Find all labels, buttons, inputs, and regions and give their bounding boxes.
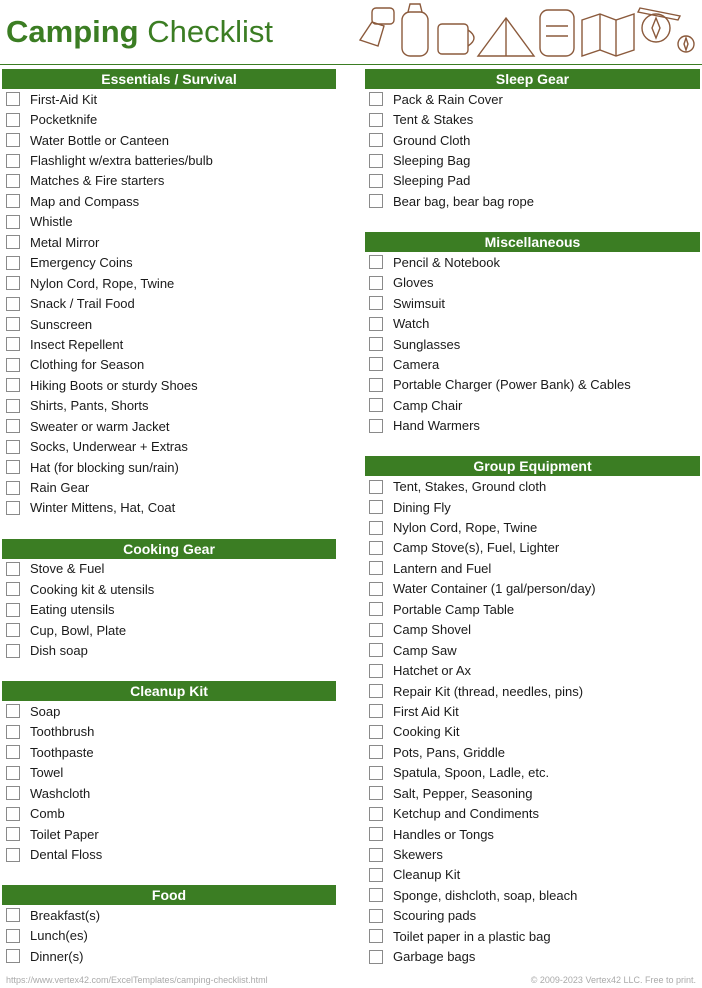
checklist-item[interactable]: Pencil & Notebook bbox=[365, 252, 700, 272]
checklist-item[interactable]: Towel bbox=[2, 763, 336, 783]
checkbox[interactable] bbox=[369, 419, 383, 433]
checkbox[interactable] bbox=[6, 92, 20, 106]
checklist-item[interactable]: Toothpaste bbox=[2, 742, 336, 762]
section-misc bbox=[365, 232, 700, 436]
checkbox[interactable] bbox=[369, 133, 383, 147]
checklist-item[interactable]: Pots, Pans, Griddle bbox=[365, 742, 700, 762]
checklist-item[interactable]: Gloves bbox=[365, 273, 700, 293]
checkbox[interactable] bbox=[6, 623, 20, 637]
checkbox[interactable] bbox=[369, 807, 383, 821]
checklist-item[interactable]: Eating utensils bbox=[2, 600, 336, 620]
checklist-item[interactable]: Matches & Fire starters bbox=[2, 171, 336, 191]
checkbox[interactable] bbox=[6, 725, 20, 739]
spacer bbox=[365, 212, 700, 232]
checkbox[interactable] bbox=[369, 521, 383, 535]
checklist-item[interactable]: Snack / Trail Food bbox=[2, 293, 336, 313]
checkbox[interactable] bbox=[6, 827, 20, 841]
checkbox[interactable] bbox=[6, 848, 20, 862]
checkbox[interactable] bbox=[6, 399, 20, 413]
checklist-item[interactable]: Tent & Stakes bbox=[365, 109, 700, 129]
checkbox[interactable] bbox=[369, 276, 383, 290]
checklist-item[interactable]: Water Container (1 gal/person/day) bbox=[365, 579, 700, 599]
checkbox[interactable] bbox=[6, 603, 20, 617]
footer-copyright: © 2009-2023 Vertex42 LLC. Free to print. bbox=[530, 975, 696, 985]
section-heading: Group Equipment bbox=[365, 456, 700, 476]
checklist-item[interactable]: Soap bbox=[2, 701, 336, 721]
checkbox[interactable] bbox=[6, 133, 20, 147]
checklist-item[interactable]: Salt, Pepper, Seasoning bbox=[365, 783, 700, 803]
checklist-item[interactable]: Scouring pads bbox=[365, 906, 700, 926]
checkbox[interactable] bbox=[369, 296, 383, 310]
checkbox[interactable] bbox=[6, 704, 20, 718]
checkbox[interactable] bbox=[369, 725, 383, 739]
checkbox[interactable] bbox=[369, 92, 383, 106]
checklist-item[interactable]: Nylon Cord, Rope, Twine bbox=[2, 273, 336, 293]
checklist-item[interactable]: Dish soap bbox=[2, 640, 336, 660]
checkbox[interactable] bbox=[6, 215, 20, 229]
checklist-item[interactable]: Metal Mirror bbox=[2, 232, 336, 252]
checklist-item[interactable]: Camp Shovel bbox=[365, 620, 700, 640]
checkbox[interactable] bbox=[6, 929, 20, 943]
checkbox[interactable] bbox=[369, 357, 383, 371]
checklist-item[interactable]: Swimsuit bbox=[365, 293, 700, 313]
checklist-item[interactable]: First-Aid Kit bbox=[2, 89, 336, 109]
checklist-item[interactable]: Hiking Boots or sturdy Shoes bbox=[2, 375, 336, 395]
checkbox[interactable] bbox=[6, 766, 20, 780]
checkbox[interactable] bbox=[6, 276, 20, 290]
checklist-item[interactable]: Lantern and Fuel bbox=[365, 558, 700, 578]
checklist-item[interactable]: Spatula, Spoon, Ladle, etc. bbox=[365, 763, 700, 783]
checkbox[interactable] bbox=[6, 644, 20, 658]
camping-gear-illustration bbox=[350, 0, 702, 66]
checklist-item[interactable]: Camera bbox=[365, 354, 700, 374]
section-cleanup bbox=[2, 681, 336, 865]
checkbox[interactable] bbox=[369, 827, 383, 841]
checklist-item[interactable]: Sponge, dishcloth, soap, bleach bbox=[365, 885, 700, 905]
section-essentials bbox=[2, 69, 336, 518]
checklist-item[interactable]: Whistle bbox=[2, 212, 336, 232]
checkbox[interactable] bbox=[6, 194, 20, 208]
checklist-item[interactable]: Dining Fly bbox=[365, 497, 700, 517]
checkbox[interactable] bbox=[369, 929, 383, 943]
checkbox[interactable] bbox=[369, 480, 383, 494]
checkbox[interactable] bbox=[369, 950, 383, 964]
checklist-item[interactable]: Sunscreen bbox=[2, 314, 336, 334]
checklist-item[interactable]: Shirts, Pants, Shorts bbox=[2, 396, 336, 416]
checklist-item[interactable]: Socks, Underwear + Extras bbox=[2, 436, 336, 456]
checkbox[interactable] bbox=[6, 908, 20, 922]
page-title: Camping Checklist bbox=[6, 14, 273, 49]
section-sleep bbox=[365, 69, 700, 212]
checkbox[interactable] bbox=[6, 501, 20, 515]
checkbox[interactable] bbox=[369, 113, 383, 127]
section-heading: Food bbox=[2, 885, 336, 905]
checklist-item[interactable]: Cooking kit & utensils bbox=[2, 579, 336, 599]
checklist-item[interactable]: Tent, Stakes, Ground cloth bbox=[365, 476, 700, 496]
checklist-item[interactable]: Ground Cloth bbox=[365, 130, 700, 150]
checkbox[interactable] bbox=[6, 807, 20, 821]
checkbox[interactable] bbox=[6, 297, 20, 311]
checklist-item[interactable]: Hand Warmers bbox=[365, 416, 700, 436]
checkbox[interactable] bbox=[369, 745, 383, 759]
footer-url[interactable]: https://www.vertex42.com/ExcelTemplates/camping-checklist.html bbox=[6, 975, 268, 985]
checklist-item[interactable]: Repair Kit (thread, needles, pins) bbox=[365, 681, 700, 701]
checklist-item[interactable]: Dental Floss bbox=[2, 844, 336, 864]
checklist-item[interactable]: Map and Compass bbox=[2, 191, 336, 211]
checkbox[interactable] bbox=[6, 949, 20, 963]
checkbox[interactable] bbox=[369, 500, 383, 514]
checklist-item[interactable]: Rain Gear bbox=[2, 477, 336, 497]
checkbox[interactable] bbox=[6, 358, 20, 372]
checkbox[interactable] bbox=[369, 623, 383, 637]
checkbox[interactable] bbox=[369, 602, 383, 616]
checkbox[interactable] bbox=[6, 235, 20, 249]
checkbox[interactable] bbox=[369, 398, 383, 412]
section-group-equipment bbox=[365, 456, 700, 967]
checklist-item[interactable]: Nylon Cord, Rope, Twine bbox=[365, 517, 700, 537]
checkbox[interactable] bbox=[6, 174, 20, 188]
checkbox[interactable] bbox=[369, 378, 383, 392]
checklist-item[interactable]: Sleeping Pad bbox=[365, 171, 700, 191]
checklist-item[interactable]: Winter Mittens, Hat, Coat bbox=[2, 498, 336, 518]
checklist-item[interactable]: Comb bbox=[2, 803, 336, 823]
checkbox[interactable] bbox=[369, 561, 383, 575]
checkbox[interactable] bbox=[6, 440, 20, 454]
checkbox[interactable] bbox=[369, 541, 383, 555]
checkbox[interactable] bbox=[369, 154, 383, 168]
checklist-item[interactable]: Sunglasses bbox=[365, 334, 700, 354]
checklist-item[interactable]: Toothbrush bbox=[2, 722, 336, 742]
checklist-item[interactable]: Emergency Coins bbox=[2, 253, 336, 273]
checkbox[interactable] bbox=[369, 194, 383, 208]
checkbox[interactable] bbox=[369, 786, 383, 800]
checklist-item[interactable]: Camp Saw bbox=[365, 640, 700, 660]
checkbox[interactable] bbox=[369, 909, 383, 923]
section-heading: Sleep Gear bbox=[365, 69, 700, 89]
checkbox[interactable] bbox=[369, 317, 383, 331]
checklist-item[interactable]: Garbage bags bbox=[365, 947, 700, 967]
checkbox[interactable] bbox=[369, 868, 383, 882]
checklist-item[interactable]: Water Bottle or Canteen bbox=[2, 130, 336, 150]
checklist-item[interactable]: First Aid Kit bbox=[365, 701, 700, 721]
checkbox[interactable] bbox=[6, 582, 20, 596]
checklist-item[interactable]: Sweater or warm Jacket bbox=[2, 416, 336, 436]
checklist-item[interactable]: Portable Camp Table bbox=[365, 599, 700, 619]
checklist-item[interactable]: Camp Chair bbox=[365, 395, 700, 415]
section-heading: Essentials / Survival bbox=[2, 69, 336, 89]
checkbox[interactable] bbox=[6, 745, 20, 759]
checkbox[interactable] bbox=[6, 562, 20, 576]
checklist-item[interactable]: Flashlight w/extra batteries/bulb bbox=[2, 150, 336, 170]
checklist-item[interactable]: Bear bag, bear bag rope bbox=[365, 191, 700, 211]
spacer bbox=[365, 436, 700, 456]
checkbox[interactable] bbox=[369, 255, 383, 269]
checkbox[interactable] bbox=[6, 378, 20, 392]
checklist-item[interactable]: Breakfast(s) bbox=[2, 905, 336, 925]
checklist-item[interactable]: Pack & Rain Cover bbox=[365, 89, 700, 109]
checkbox[interactable] bbox=[369, 888, 383, 902]
checklist-item[interactable]: Stove & Fuel bbox=[2, 559, 336, 579]
checklist-item[interactable]: Watch bbox=[365, 313, 700, 333]
checkbox[interactable] bbox=[369, 664, 383, 678]
checklist-item[interactable]: Skewers bbox=[365, 844, 700, 864]
checkbox[interactable] bbox=[369, 582, 383, 596]
checklist-item[interactable]: Portable Charger (Power Bank) & Cables bbox=[365, 375, 700, 395]
section-heading: Cooking Gear bbox=[2, 539, 336, 559]
title-divider bbox=[0, 64, 702, 65]
checkbox[interactable] bbox=[369, 684, 383, 698]
right-column bbox=[365, 69, 700, 967]
section-food bbox=[2, 885, 336, 966]
checklist-item[interactable]: Ketchup and Condiments bbox=[365, 803, 700, 823]
section-heading: Miscellaneous bbox=[365, 232, 700, 252]
checkbox[interactable] bbox=[6, 460, 20, 474]
checklist-item[interactable]: Hat (for blocking sun/rain) bbox=[2, 457, 336, 477]
checklist-item[interactable]: Cleanup Kit bbox=[365, 865, 700, 885]
checklist-item[interactable]: Lunch(es) bbox=[2, 926, 336, 946]
checklist-item[interactable]: Cup, Bowl, Plate bbox=[2, 620, 336, 640]
checklist-item[interactable]: Cooking Kit bbox=[365, 722, 700, 742]
checklist-item[interactable]: Toilet Paper bbox=[2, 824, 336, 844]
checklist-item[interactable]: Washcloth bbox=[2, 783, 336, 803]
checkbox[interactable] bbox=[369, 766, 383, 780]
checklist-item[interactable]: Insect Repellent bbox=[2, 334, 336, 354]
checkbox[interactable] bbox=[369, 643, 383, 657]
left-column bbox=[2, 69, 336, 967]
section-cooking bbox=[2, 539, 336, 661]
checklist-item[interactable]: Sleeping Bag bbox=[365, 150, 700, 170]
checklist-item[interactable]: Dinner(s) bbox=[2, 946, 336, 966]
checkbox[interactable] bbox=[6, 419, 20, 433]
checklist-item[interactable]: Camp Stove(s), Fuel, Lighter bbox=[365, 538, 700, 558]
checklist-item[interactable]: Hatchet or Ax bbox=[365, 660, 700, 680]
checkbox[interactable] bbox=[369, 704, 383, 718]
checklist-item[interactable]: Pocketknife bbox=[2, 109, 336, 129]
checklist-item[interactable]: Handles or Tongs bbox=[365, 824, 700, 844]
checkbox[interactable] bbox=[6, 337, 20, 351]
checkbox[interactable] bbox=[369, 337, 383, 351]
checkbox[interactable] bbox=[6, 154, 20, 168]
checklist-item[interactable]: Toilet paper in a plastic bag bbox=[365, 926, 700, 946]
checkbox[interactable] bbox=[369, 848, 383, 862]
spacer bbox=[2, 865, 336, 885]
checkbox[interactable] bbox=[6, 786, 20, 800]
checkbox[interactable] bbox=[6, 113, 20, 127]
checklist-item[interactable]: Clothing for Season bbox=[2, 355, 336, 375]
checkbox[interactable] bbox=[369, 174, 383, 188]
checkbox[interactable] bbox=[6, 481, 20, 495]
checkbox[interactable] bbox=[6, 317, 20, 331]
checkbox[interactable] bbox=[6, 256, 20, 270]
section-heading: Cleanup Kit bbox=[2, 681, 336, 701]
spacer bbox=[2, 518, 336, 538]
spacer bbox=[2, 661, 336, 681]
